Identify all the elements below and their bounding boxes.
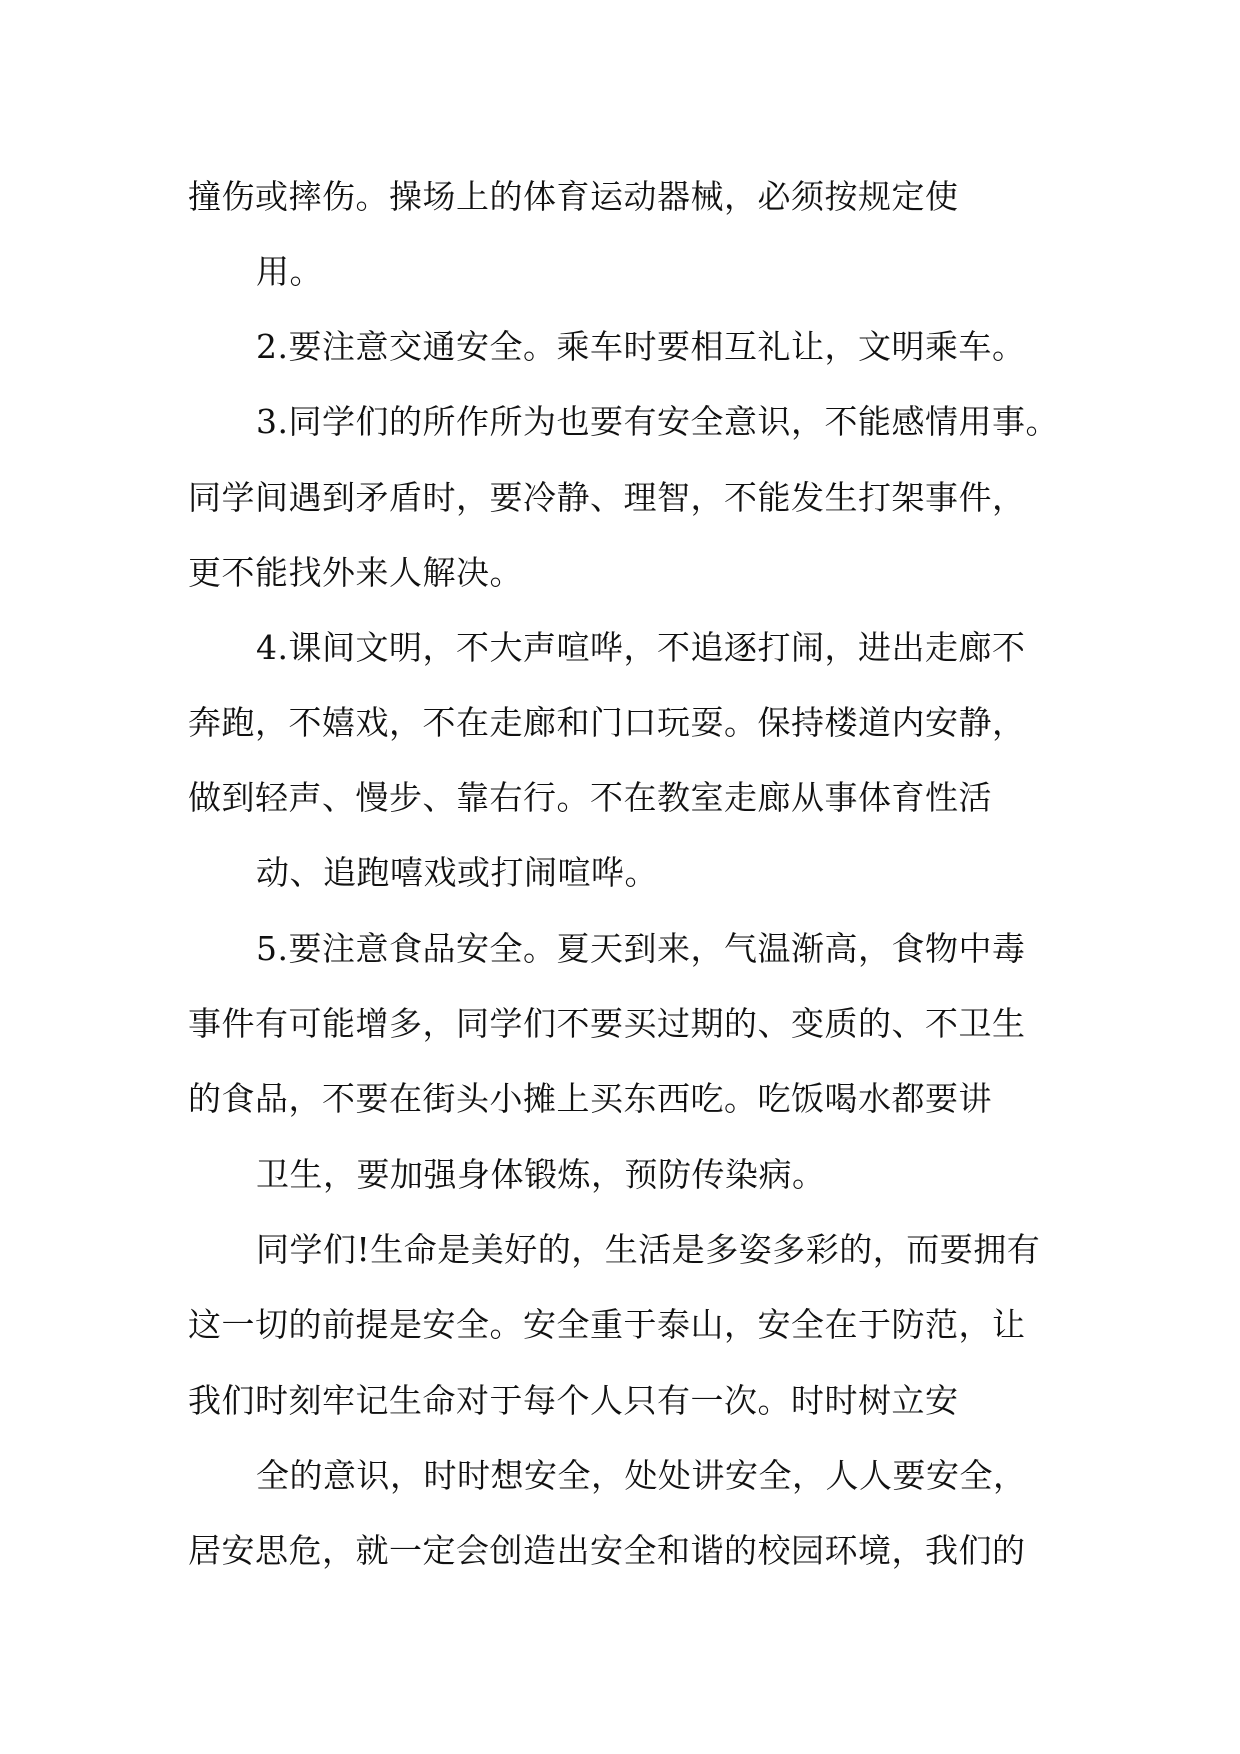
text-line: 动、追跑嘻戏或打闹喧哗。: [256, 853, 658, 892]
text-line: 2.要注意交通安全。乘车时要相互礼让，文明乘车。: [256, 327, 1026, 366]
text-line: 3.同学们的所作所为也要有安全意识，不能感情用事。: [256, 402, 1059, 441]
text-line: 用。: [256, 252, 323, 291]
text-line: 同学们!生命是美好的，生活是多姿多彩的，而要拥有: [256, 1230, 1041, 1269]
text-line: 我们时刻牢记生命对于每个人只有一次。时时树立安: [188, 1381, 959, 1420]
text-line: 居安思危，就一定会创造出安全和谐的校园环境，我们的: [188, 1531, 1026, 1570]
text-line: 全的意识，时时想安全，处处讲安全，人人要安全，: [256, 1456, 1027, 1495]
text-line: 4.课间文明，不大声喧哗，不追逐打闹，进出走廊不: [256, 628, 1026, 667]
text-line: 更不能找外来人解决。: [188, 553, 523, 592]
text-line: 的食品，不要在街头小摊上买东西吃。吃饭喝水都要讲: [188, 1079, 992, 1118]
text-line: 事件有可能增多，同学们不要买过期的、变质的、不卫生: [188, 1004, 1026, 1043]
text-line: 卫生，要加强身体锻炼，预防传染病。: [256, 1155, 826, 1194]
text-line: 奔跑，不嬉戏，不在走廊和门口玩耍。保持楼道内安静，: [188, 703, 1026, 742]
text-line: 同学间遇到矛盾时，要冷静、理智，不能发生打架事件，: [188, 478, 1026, 517]
text-line: 做到轻声、慢步、靠右行。不在教室走廊从事体育性活: [188, 778, 992, 817]
text-line: 撞伤或摔伤。操场上的体育运动器械，必须按规定使: [188, 177, 959, 216]
text-line: 这一切的前提是安全。安全重于泰山，安全在于防范，让: [188, 1305, 1026, 1344]
text-line: 5.要注意食品安全。夏天到来，气温渐高，食物中毒: [256, 929, 1026, 968]
